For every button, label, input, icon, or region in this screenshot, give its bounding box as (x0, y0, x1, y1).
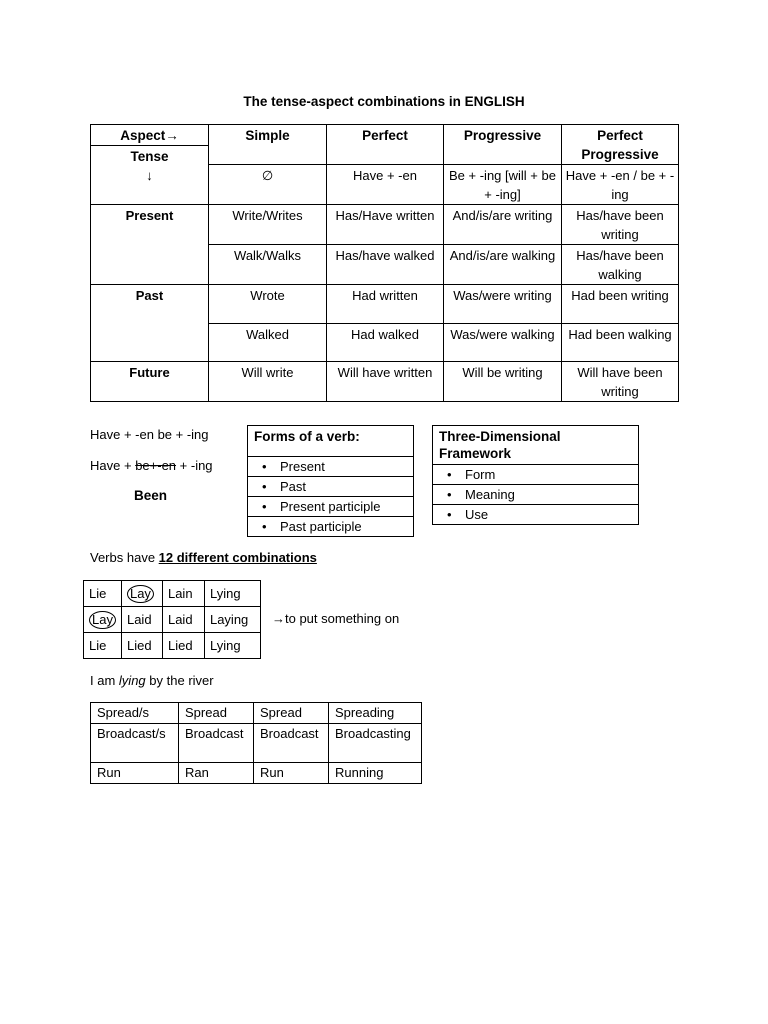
table-row (84, 581, 261, 607)
table-cell: Had walked (327, 324, 444, 362)
note-been: Been (134, 488, 168, 503)
table-cell: Laying (204, 607, 260, 633)
tense-label: Tense (130, 149, 169, 164)
form-progressive: Be + -ing [will + be + -ing] (444, 165, 562, 205)
circled-word: Lay (127, 585, 154, 603)
table-cell: Has/have walked (327, 245, 444, 285)
list-item (433, 465, 639, 485)
table-cell: Broadcast (254, 724, 329, 763)
table-cell: Broadcast (179, 724, 254, 763)
spread-table (90, 702, 422, 784)
table-cell: Will have written (327, 362, 444, 402)
table-cell: Lied (162, 633, 204, 659)
combinations-prefix: Verbs have (90, 550, 156, 565)
table-cell: Had written (327, 285, 444, 324)
table-cell: Spread (179, 703, 254, 724)
note-line-2 (90, 458, 213, 473)
table-cell: Laid (162, 607, 204, 633)
bullet-icon: • (447, 507, 452, 522)
lie-lay-table (83, 580, 261, 659)
table-cell (121, 581, 162, 607)
circled-word: Lay (89, 611, 116, 629)
table-row (91, 703, 422, 724)
bullet-icon: • (447, 487, 452, 502)
table-cell: Run (254, 763, 329, 784)
table-cell: Broadcast/s (91, 724, 179, 763)
list-item-label: Past participle (280, 519, 362, 534)
table-cell: Was/were writing (444, 285, 562, 324)
note-line-1: Have + -en be + -ing (90, 427, 209, 442)
framework-box-heading: Three-Dimensional Framework (433, 426, 639, 465)
bullet-icon: • (262, 519, 267, 534)
table-cell: Will write (209, 362, 327, 402)
aspect-label: Aspect→ (120, 128, 179, 143)
table-cell: Wrote (209, 285, 327, 324)
form-perfect: Have + -en (327, 165, 444, 205)
example-before: I am (90, 673, 116, 688)
table-cell: Lying (204, 633, 260, 659)
bullet-icon: • (262, 499, 267, 514)
list-item (248, 497, 414, 517)
bullet-icon: • (447, 467, 452, 482)
table-cell: Was/were walking (444, 324, 562, 362)
form-simple: ∅ (209, 165, 327, 205)
example-sentence (90, 673, 214, 688)
table-row (91, 763, 422, 784)
tense-aspect-table (90, 124, 679, 402)
table-row (84, 633, 261, 659)
down-arrow-icon: ↓ (146, 168, 153, 183)
table-cell: Has/have been writing (562, 205, 679, 245)
tense-present: Present (91, 205, 209, 285)
combinations-emphasis: 12 different combinations (158, 550, 317, 565)
table-cell: Walked (209, 324, 327, 362)
example-after: by the river (149, 673, 214, 688)
table-cell (84, 607, 122, 633)
list-item-label: Meaning (465, 487, 515, 502)
table-cell: Lie (84, 633, 122, 659)
list-item-label: Use (465, 507, 489, 522)
lay-definition: →to put something on (272, 611, 400, 626)
header-perfect-progressive: Perfect Progressive (562, 125, 679, 165)
tense-past: Past (91, 285, 209, 362)
form-perfect-progressive: Have + -en / be + -ing (562, 165, 679, 205)
table-cell: Had been writing (562, 285, 679, 324)
table-cell: Spread/s (91, 703, 179, 724)
list-item (433, 505, 639, 525)
table-cell: Had been walking (562, 324, 679, 362)
table-cell: Spreading (329, 703, 422, 724)
forms-of-verb-box (247, 425, 414, 537)
note-line-2-struck: be+-en (135, 458, 177, 473)
table-cell: Will be writing (444, 362, 562, 402)
framework-box (432, 425, 639, 525)
table-cell: Lain (162, 581, 204, 607)
table-cell: Has/have been walking (562, 245, 679, 285)
table-cell: Ran (179, 763, 254, 784)
table-cell: Walk/Walks (209, 245, 327, 285)
bullet-icon: • (262, 459, 267, 474)
table-cell: Has/Have written (327, 205, 444, 245)
tense-header-cell (91, 146, 209, 205)
table-cell: Laid (121, 607, 162, 633)
table-cell: Running (329, 763, 422, 784)
table-cell: Lied (121, 633, 162, 659)
header-simple: Simple (209, 125, 327, 165)
list-item-label: Present (280, 459, 325, 474)
table-cell: Spread (254, 703, 329, 724)
list-item (248, 517, 414, 537)
table-cell: Lie (84, 581, 122, 607)
header-perfect: Perfect (327, 125, 444, 165)
table-cell: Will have been writing (562, 362, 679, 402)
table-cell: And/is/are walking (444, 245, 562, 285)
list-item (248, 457, 414, 477)
note-line-2-start: Have + (90, 458, 132, 473)
forms-box-heading: Forms of a verb: (248, 426, 414, 457)
table-cell: Lying (204, 581, 260, 607)
header-progressive: Progressive (444, 125, 562, 165)
note-line-2-end: + -ing (179, 458, 213, 473)
table-cell: Broadcasting (329, 724, 422, 763)
table-row (84, 607, 261, 633)
list-item-label: Form (465, 467, 496, 482)
list-item-label: Present participle (280, 499, 381, 514)
table-row (91, 724, 422, 763)
bullet-icon: • (262, 479, 267, 494)
example-italic: lying (118, 673, 146, 688)
list-item (248, 477, 414, 497)
combinations-line (90, 550, 317, 565)
page-title: The tense-aspect combinations in ENGLISH (243, 94, 525, 109)
table-cell: Write/Writes (209, 205, 327, 245)
tense-future: Future (91, 362, 209, 402)
table-cell: And/is/are writing (444, 205, 562, 245)
list-item (433, 485, 639, 505)
list-item-label: Past (280, 479, 307, 494)
table-cell: Run (91, 763, 179, 784)
aspect-header-cell (91, 125, 209, 146)
